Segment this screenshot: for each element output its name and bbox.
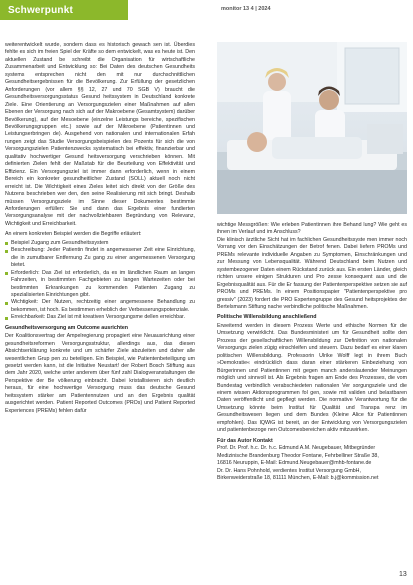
examples-list (5, 240, 195, 322)
list-item: Erforderlich: Das Ziel ist erforderlich, da es im ländlichen Raum an langen Fahrzeiten, in bestimmten Fachgebieten zu langen Wartezeiten oder bei bestimmten Erkrankungen zu kommenden Patienten Zugang zu spezialisierten Einrichtungen gibt. (5, 270, 195, 300)
list-item: Erreichbarkeit: Das Ziel ist mit kreativen Versorgungsme dellen erreichbar. (5, 314, 195, 321)
body-paragraph: Erweiternd werden in diesem Prozess Werte und ethische Normen für die Umsetzung verwirklicht. Das Bundesministeri um für Gesundheit sollte den Prozess der gesellschaftlichen Willensbildung zur Definition von nationalen Versorgungs zielen zügig einschleifen und steuern. Dazu bedarf es einer klaren politischen Willensbildung. Professorin Ulrike Wolff legt in ihrem Buch »Demokratie« eindrücklich dass daran einer stärkeren Einbeziehung von Bürgerinnen und Patientinnen mit gegen manch anderslautender Meinungen möglich und sinnvoll ist. Als Ergebnis fragen am Ende des Prozesses, die vom Bundestag verbindlich verabschiedeten nationalen Ver sorgungsziele und die einem wissen Aktionsprogrammen fol gen, sowie mit validen und belastbaren Daten veröffentlicht und gepflegt werden. Die normative Verantwortung für die Umsetzung könnte beim Institut für Qualität und Transpa renz im Gesundheitswesen liegen und dem Bundes (Kleine Alice für Patientinnen empfohlen). Das IQWiG ist bereit, an der Entwicklung von Versorgungszielen und patientenbezoge nen Outcomesbereichen aktiv mitzuwirken. (217, 322, 407, 434)
intro-paragraph: weiterentwickelt wurde, sondern dass es historisch gewach sen ist. Überdies fehlte es sich im freien Spiel der Kräfte so dem entwickelt, was es heute ist. Den aktuellen Zustand be schreibt die Organisation für wirtschaftliche Zusammenarbeit und Entwicklung so: Bei Daten des deutschen Gesundheits systems entsprechen nicht den mit nur durchschnittlichen Gesundheitsergebnissen für die Bevölkerung. Zur Erfüllung der gesetzlichen Anforderungen (vor allem §§ 12, 27 und 70 SGB V) braucht die Gesundheitsversorgungsstatus Gesund heitssystem in Deutschland konkrete Ziele. Eine Orientierung an Versorgungszielen einer Maßnahmen auf allen Ebenen der Versorgung nach sich auf der Makroebene (Gesamtsystem) darüber Bevölkerung), auf der Mesoebene (einzelne Leistungs bereiche, spezifischen Bevölkerungsgruppen etc.) sowie auf der Mikroebene (Patientinnen und Leistungserbringen de). Ausgehend von nationalen und internationalen Erfah rungen zeigt das Studie Versorgungsbeispielen des Pozents für sich die von Versorgungszielen Patientenzwecks systematisch bei effektiv, finanzierbar und qualitativ hochwertiger Gesund heitsversorgung verschrieben können. Mit definierten Zielen fehlt der Maßstab für die Beurteilung von Effektivität und Effizienz. Ein Versorgungsziel ist immer dann erforderlich, wenn in einem Bereich ein konkreter gesundheitlicher Zustand (SOLL) aktuell noch nicht erreicht ist. Die Wichtigkeit eines Zieles leitet sich direkt von der Größe des Nutzens beschrieben wer den, den seine Realisierung mit sich bringt. Deshalb müssen Versorgungsziele im Sinne dieser Dokumentes bestimmte Anforderungen erfüllen: Sie und dann das Ergebnis einer fundierten Versorgungsanalyse mit der nachvollziehbaren Begründung von Relevanz, Wichtigkeit und Erreichbarkeit. (5, 42, 195, 227)
hospital-photo (217, 42, 407, 214)
hospital-scene-illustration (217, 42, 407, 214)
list-item: Wichtigkeit: Der Nutzen, rechtzeitig einer angemessene Behandlung zu bekommen, ist hoch. Es bestimmen erheblich der Verbesserungspotenziale. (5, 299, 195, 314)
author-contact (217, 438, 407, 483)
examples-intro: An einem konkreten Beispiel werden die Begriffe erläutert: (5, 231, 142, 238)
list-item: Beschreibung: Jeder Patientin findet in angemessener Zeit eine Einrichtung, die in zumutbarer Entfernung Zu gang zu einer angemessenen Versorgung bietet. (5, 247, 195, 269)
section-tab: Schwerpunkt (0, 0, 128, 20)
section-paragraph: Der Koalitionsvertrag der Ampelregierung propagiert eine Neuausrichtung einer gesundheitsreformen Versorgungsstruktur, allerdings aus, das diesen Absichtserklärung konkrete und um schärfer Ziele abzuleiten und daher alle wesentlichen Grup pen zu beteiligen. Ein Beispiel, wie Patientenbeteiligung um gesetzt werden kann, ist die Initiative Neustart! der Robert Bosch Stiftung aus dem Jahr 2020, welche unter anderem über fünf zahl Dialogveranstaltungen die Perspektive der Be völkerung einbracht. Dabei kristallisieren sich deutlich heraus, für eine hochwertige Versorgung muss das deutsche Gesund heitssystem stärker am Patientennutzen und an den Ergebnis qualität ausgerichtet werden. Patient Reported Outcomes (PROs) und Patient Reported Experiences (PREMs) fehlen dafür (5, 333, 195, 414)
right-column (217, 222, 407, 482)
lead-paragraph: wichtige Messgrößen: Wie erleben Patientinnen ihre Behand lung? Wie geht es ihnen im Verlauf und im Anschluss? (217, 222, 407, 236)
list-item: Beispiel Zugang zum Gesundheitssystem (5, 240, 195, 247)
contact-line: Birkenweiderstraße 18, 81111 München, E-Mail: b.j@kommission.net (217, 474, 379, 481)
page-header (0, 0, 413, 20)
body-paragraph: Die klinisch ärztliche Sicht hat im fachlichen Gesundheitssyste men immer noch Vorrang vor den Einschätzungen der Betrof fenen. Dabei liefern PROMs und PREMs relevante individuelle Angaben zu Symptomen, Einschränkungen und zur Messung von Lebensqualität. Während Deutschland beim Nutzen und systembezogener Daten einem Rückstand zurück aus. Ein ersten Länder, gleich richten unsere einigen Strukturen und Pro zesse konsequent aus und die Ergebnisqualität aus. Für die Er fassung der Patientenperspektive setzen sie auf PROMs und PREMs. In einem Positionspapier "Patientenperspektive pro gressiv" (2023) fordert die PRO Expertengruppe des Gesund heitsprojektes der Bertelsmann Stiftung nache verbindliche politische Maßnahmen. (217, 236, 407, 310)
magazine-issue: monitor 13 4 | 2024 (221, 6, 271, 12)
section-heading: Politische Willensbildung anschließend (217, 314, 317, 321)
contact-line: Prof. Dr. Prof. h.c. Dr. h.c. Edmund A.M. Neugebauer, Mitbegründer (217, 445, 376, 452)
contact-line: Dr. Dr. Hans Pohnhold, verdientes Institut Versorgung GmbH, (217, 467, 361, 474)
contact-line: Medizinische Brandenburg Theodor Fontane, Fehrbelliner Straße 38, (217, 452, 379, 459)
page-number: 13 (399, 571, 407, 578)
left-column (5, 42, 195, 415)
section-heading: Gesundheitsversorgung am Outcome ausrichten (5, 324, 129, 331)
contact-line: 16816 Neuruppin, E-Mail: Edmund.Neugebauer@mhb-fontane.de (217, 460, 372, 467)
contact-line: Für das Autor Kontakt (217, 437, 273, 444)
